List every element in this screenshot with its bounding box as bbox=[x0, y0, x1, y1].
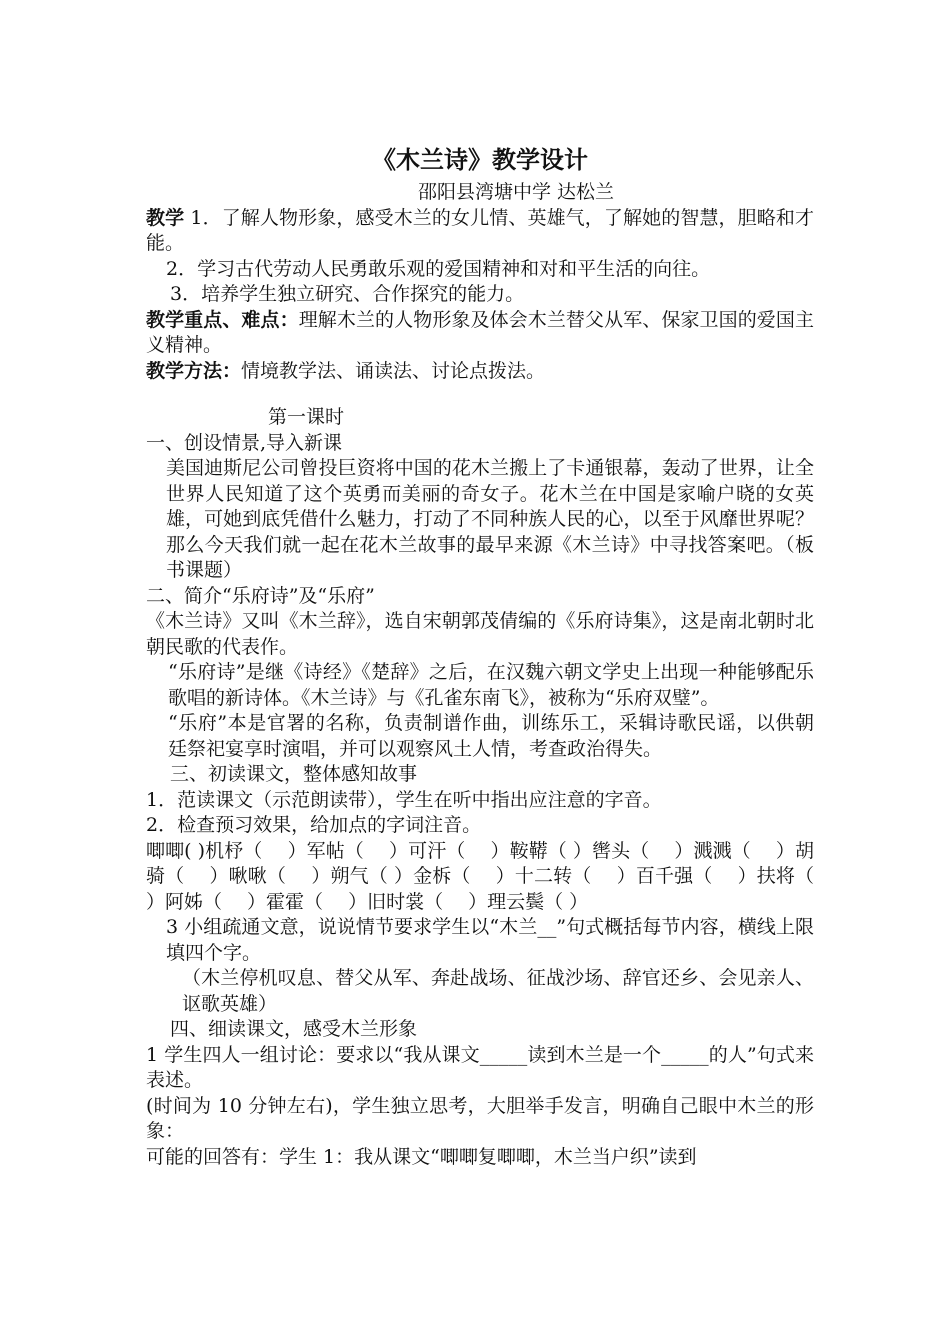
spacer bbox=[146, 384, 814, 405]
document-title: 《木兰诗》教学设计 bbox=[372, 145, 588, 174]
plot-summary: （木兰停机叹息、替父从军、奔赴战场、征战沙场、辞官还乡、会见亲人、讴歌英雄） bbox=[182, 967, 814, 1015]
mulan-source-paragraph: 《木兰诗》又叫《木兰辞》，选自宋朝郭茂倩编的《乐府诗集》，这是南北朝时北朝民歌的代表作。 bbox=[146, 610, 814, 658]
methods-text: 情境教学法、诵读法、讨论点拨法。 bbox=[241, 359, 546, 382]
reading-step-1: 1．范读课文（示范朗读带），学生在听中指出应注意的字音。 bbox=[146, 788, 662, 811]
goal-item-2: 2．学习古代劳动人民勇敢乐观的爱国精神和对和平生活的向往。 bbox=[166, 257, 711, 280]
section-heading-4: 四、细读课文，感受木兰形象 bbox=[170, 1018, 418, 1040]
yuefu-office-paragraph: “乐府”本是官署的名称，负责制谱作曲，训练乐工，采辑诗歌民谣，以供朝廷祭祀宴享时演唱，并可以观察风土人情，考查政治得失。 bbox=[168, 712, 814, 760]
discussion-time: (时间为 10 分钟左右)，学生独立思考，大胆举手发言，明确自己眼中木兰的形象： bbox=[146, 1094, 814, 1142]
goal-item-1: 1．了解人物形象，感受木兰的女儿情、英雄气，了解她的智慧，胆略和才能。 bbox=[146, 206, 814, 254]
section-heading-1: 一、创设情景,导入新课 bbox=[146, 431, 343, 454]
author-line: 邵阳县湾塘中学 达松兰 bbox=[418, 181, 615, 203]
keypoints-label: 教学重点、难点： bbox=[146, 308, 299, 331]
discussion-task: 1 学生四人一组讨论：要求以“我从课文_____读到木兰是一个_____的人”句式来表述。 bbox=[146, 1043, 814, 1091]
reading-step-2: 2．检查预习效果，给加点的字词注音。 bbox=[146, 814, 482, 836]
methods-paragraph bbox=[146, 359, 814, 385]
methods-label: 教学方法： bbox=[146, 359, 242, 382]
reading-step-3: 3 小组疏通文意，说说情节要求学生以“木兰__”句式概括每节内容，横线上限填四个字。 bbox=[166, 916, 814, 964]
yuefu-poem-paragraph: “乐府诗”是继《诗经》《楚辞》之后，在汉魏六朝文学史上出现一种能够配乐歌唱的新诗体。《木兰诗》与《孔雀东南飞》，被称为“乐府双璧”。 bbox=[168, 661, 814, 709]
goals-label: 教学 bbox=[146, 206, 185, 229]
pronunciation-exercise: 唧唧( )机杼（ ）军帖（ ）可汗（ ）鞍鞯（ ）辔头（ ）溅溅（ ）胡骑（ ）啾啾（ ）朔气（ ）金柝（ ）十二转（ ）百千强（ ）扶将（ ）阿姊（ ）霍霍（ ）旧时裳（ ）理云鬓（ ） bbox=[146, 839, 814, 913]
document-body bbox=[146, 140, 814, 1170]
goal-item-3: 3．培养学生独立研究、合作探究的能力。 bbox=[170, 283, 525, 305]
section-heading-3: 三、初读课文，整体感知故事 bbox=[170, 763, 418, 785]
keypoints-text: 理解木兰的人物形象及体会木兰替父从军、保家卫国的爱国主义精神。 bbox=[146, 308, 814, 356]
lesson-heading: 第一课时 bbox=[268, 406, 345, 428]
keypoints-paragraph bbox=[146, 308, 814, 359]
section-heading-2: 二、简介“乐府诗”及“乐府” bbox=[146, 584, 375, 607]
intro-paragraph: 美国迪斯尼公司曾投巨资将中国的花木兰搬上了卡通银幕，轰动了世界，让全世界人民知道了这个英勇而美丽的奇女子。花木兰在中国是家喻户晓的女英雄，可她到底凭借什么魅力，打动了不同种族人民的心，以至于风靡世界呢？那么今天我们就一起在花木兰故事的最早来源《木兰诗》中寻找答案吧。（板书课题） bbox=[166, 457, 814, 581]
goals-paragraph bbox=[146, 206, 814, 257]
possible-answer: 可能的回答有：学生 1：我从课文“唧唧复唧唧，木兰当户织”读到 bbox=[146, 1145, 697, 1168]
